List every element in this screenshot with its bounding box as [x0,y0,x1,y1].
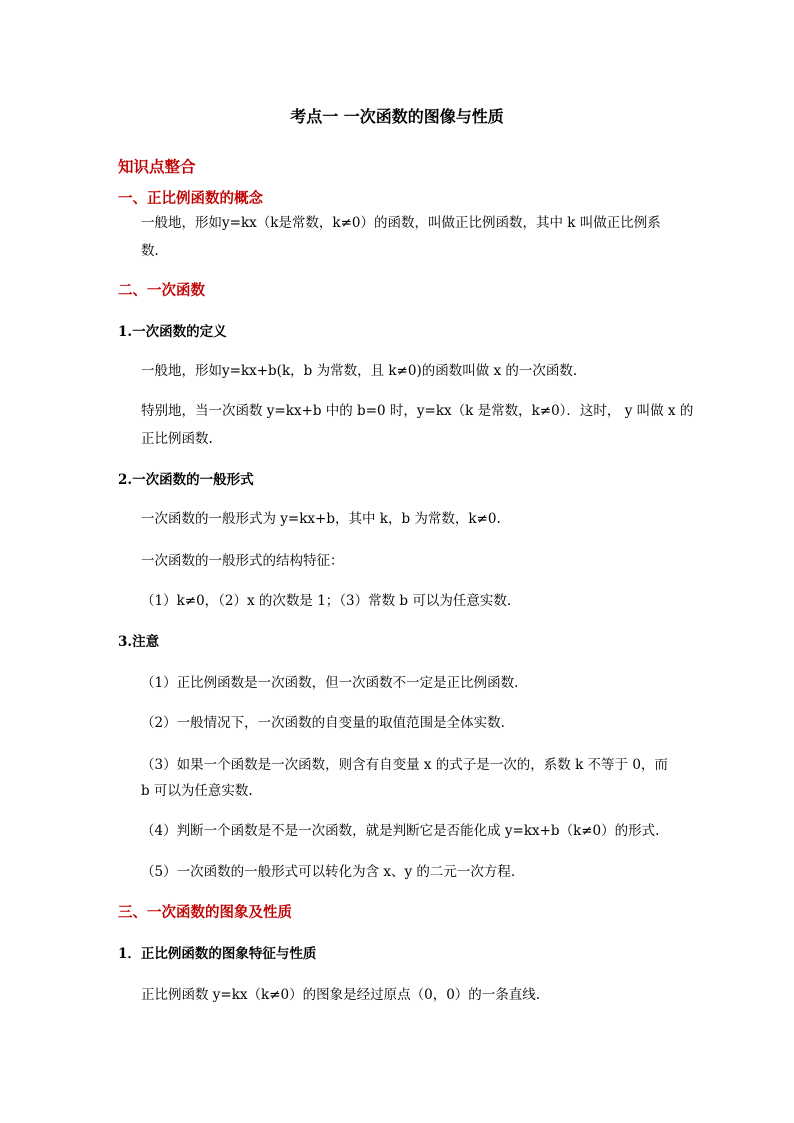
note-1: （1）正比例函数是一次函数，但一次函数不一定是正比例函数. [141,675,519,691]
subsection-3-1-p1: 正比例函数 y=kx（k≠0）的图象是经过原点（0，0）的一条直线. [141,987,541,1003]
subsection-2-1-p1: 一般地，形如y=kx+b(k，b 为常数，且 k≠0)的函数叫做 x 的一次函数. [141,363,578,379]
subsection-2-2-p3: （1）k≠0，（2）x 的次数是 1；（3）常数 b 可以为任意实数. [141,593,512,609]
section-1-line-2: 数. [141,243,159,259]
subsection-2-1-p2a: 特别地，当一次函数 y=kx+b 中的 b=0 时，y=kx（k 是常数，k≠0）．这时， y 叫做 x 的 [141,403,694,419]
knowledge-heading: 知识点整合 [118,157,196,176]
subsection-2-1-heading: 1.一次函数的定义 [118,324,227,340]
note-2: （2）一般情况下，一次函数的自变量的取值范围是全体实数. [141,715,505,731]
section-2-heading: 二、一次函数 [118,282,205,299]
subsection-2-3-heading: 3.注意 [118,634,160,650]
note-3a: （3）如果一个函数是一次函数，则含有自变量 x 的式子是一次的，系数 k 不等于 0，而 [141,757,668,773]
section-1-heading: 一、正比例函数的概念 [118,190,263,207]
subsection-2-2-p1: 一次函数的一般形式为 y=kx+b，其中 k，b 为常数，k≠0. [141,511,501,527]
subsection-2-2-heading: 2.一次函数的一般形式 [118,472,254,488]
subsection-2-2-p2: 一次函数的一般形式的结构特征： [141,553,344,569]
subsection-2-1-p2b: 正比例函数. [141,431,213,447]
section-1-line-1: 一般地，形如y=kx（k是常数，k≠0）的函数，叫做正比例函数，其中 k 叫做正比例系 [141,215,661,231]
subsection-3-1-heading: 1．正比例函数的图象特征与性质 [118,946,317,962]
note-4: （4）判断一个函数是不是一次函数，就是判断它是否能化成 y=kx+b（k≠0）的形式. [141,823,660,839]
note-5: （5）一次函数的一般形式可以转化为含 x、y 的二元一次方程. [141,864,516,880]
section-3-heading: 三、一次函数的图象及性质 [118,904,292,921]
note-3b: b 可以为任意实数. [141,783,253,799]
page-title: 考点一 一次函数的图像与性质 [290,107,504,126]
